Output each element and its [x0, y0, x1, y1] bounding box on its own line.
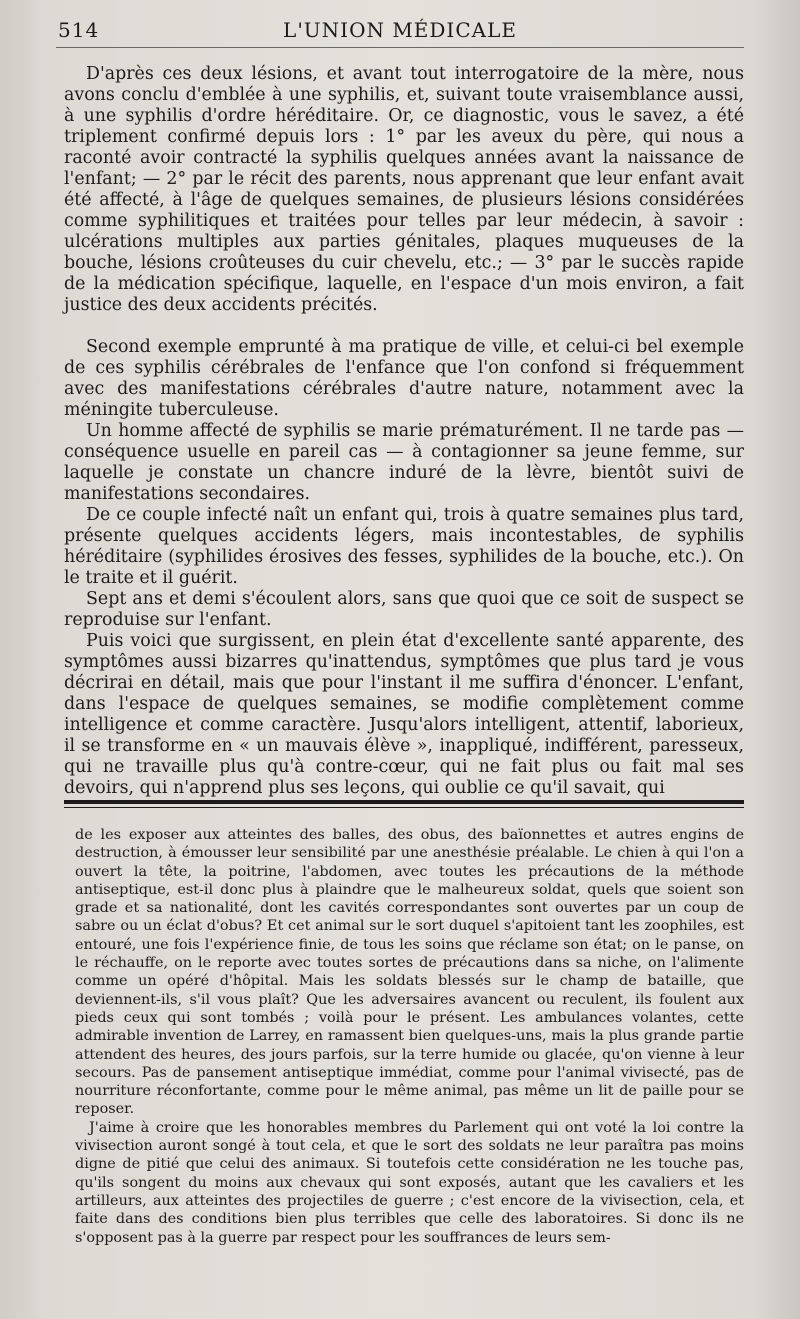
paragraph-2: Second exemple emprunté à ma pratique de ville, et celui-ci bel exemple de ces syphilis cérébrales de l'enfance que l'on confond si fréquemment avec des manifestations cérébrales d'autre nature, notamment avec la méningite tuberculeuse. — [64, 337, 744, 420]
divider-thick-rule — [64, 800, 744, 804]
footnote-text — [75, 826, 744, 1247]
paragraph-1: D'après ces deux lésions, et avant tout interrogatoire de la mère, nous avons conclu d'emblée à une syphilis, et, suivant toute vraisemblance aussi, à une syphilis d'ordre héréditaire. Or, ce diagnostic, vous le savez, a été triplement confirmé depuis lors : 1° par les aveux du père, qui nous a raconté avoir contracté la syphilis quelques années avant la naissance de l'enfant; — 2° par le récit des parents, nous apprenant que leur enfant avait été affecté, à l'âge de quelques semaines, de plusieurs lésions considérées comme syphilitiques et traitées pour telles par leur médecin, à savoir : ulcérations multiples aux parties génitales, plaques muqueuses de la bouche, lésions croûteuses du cuir chevelu, etc.; — 3° par le succès rapide de la médication spécifique, laquelle, en l'espace d'un mois environ, a fait justice des deux accidents précités. — [64, 64, 744, 315]
paragraph-5: Sept ans et demi s'écoulent alors, sans que quoi que ce soit de suspect se reproduise sur l'enfant. — [64, 589, 744, 630]
divider-thin-rule — [64, 807, 744, 808]
footnote-paragraph-2: J'aime à croire que les honorables membres du Parlement qui ont voté la loi contre la vivisection auront songé à tout cela, et que le sort des soldats ne leur paraîtra pas moins digne de pitié que celui des animaux. Si toutefois cette considération ne les touche pas, qu'ils songent du moins aux chevaux qui sont exposés, autant que les cavaliers et les artilleurs, aux atteintes des projectiles de guerre ; c'est encore de la vivisection, cela, et faite dans des conditions bien plus terribles que celle des laboratoires. Si donc ils ne s'opposent pas à la guerre par respect pour les souffrances de leurs sem- — [75, 1119, 744, 1246]
page-number: 514 — [58, 18, 100, 42]
journal-title: L'UNION MÉDICALE — [283, 18, 517, 42]
header-rule — [56, 47, 744, 48]
footnote-paragraph-1: de les exposer aux atteintes des balles, des obus, des baïonnettes et autres engins de destruction, à émousser leur sensibilité par une anesthésie préalable. Le chien à qui l'on a ouvert la tête, la poitrine, l'abdomen, avec toutes les précautions de la méthode antiseptique, est-il donc plus à plaindre que le malheureux soldat, quels que soient son grade et sa nationalité, dont les cavités correspondantes sont ouvertes par un coup de sabre ou un éclat d'obus? Et cet animal sur le sort duquel s'apitoient tant les zoophiles, est entouré, une fois l'expérience finie, de tous les soins que réclame son état; on le panse, on le réchauffe, on le reporte avec toutes sortes de précautions dans sa niche, on l'alimente comme un opéré d'hôpital. Mais les soldats blessés sur le champ de bataille, que deviennent-ils, s'il vous plaît? Que les adversaires avancent ou reculent, ils foulent aux pieds ceux qui sont tombés ; voilà pour le présent. Les ambulances volantes, cette admirable invention de Larrey, en ramassent bien quelques-uns, mais la plus grande partie attendent des heures, des jours parfois, sur la terre humide ou glacée, qu'on vienne à leur secours. Pas de pansement antiseptique immédiat, comme pour l'animal vivisecté, pas de nourriture réconfortante, comme pour le même animal, pas même un lit de paille pour se reposer. — [75, 827, 744, 1118]
running-header — [58, 18, 742, 44]
paragraph-6: Puis voici que surgissent, en plein état d'excellente santé apparente, des symptômes aussi bizarres qu'inattendus, symptômes que plus tard je vous décrirai en détail, mais que pour l'instant il me suffira d'énoncer. L'enfant, dans l'espace de quelques semaines, se modifie complètement comme intelligence et comme caractère. Jusqu'alors intelligent, attentif, laborieux, il se transforme en « un mauvais élève », inappliqué, indifférent, paresseux, qui ne travaille plus qu'à contre-cœur, qui ne fait plus ou fait mal ses devoirs, qui n'apprend plus ses leçons, qui oublie ce qu'il savait, qui — [64, 631, 744, 798]
paragraph-4: De ce couple infecté naît un enfant qui, trois à quatre semaines plus tard, présente quelques accidents légers, mais incontestables, de syphilis héréditaire (syphilides érosives des fesses, syphilides de la bouche, etc.). On le traite et il guérit. — [64, 505, 744, 588]
paragraph-3: Un homme affecté de syphilis se marie prématurément. Il ne tarde pas — conséquence usuelle en pareil cas — à contagionner sa jeune femme, sur laquelle je constate un chancre induré de la lèvre, bientôt suivi de manifestations secondaires. — [64, 421, 744, 504]
footnote-divider — [64, 800, 744, 808]
main-text — [64, 64, 744, 799]
